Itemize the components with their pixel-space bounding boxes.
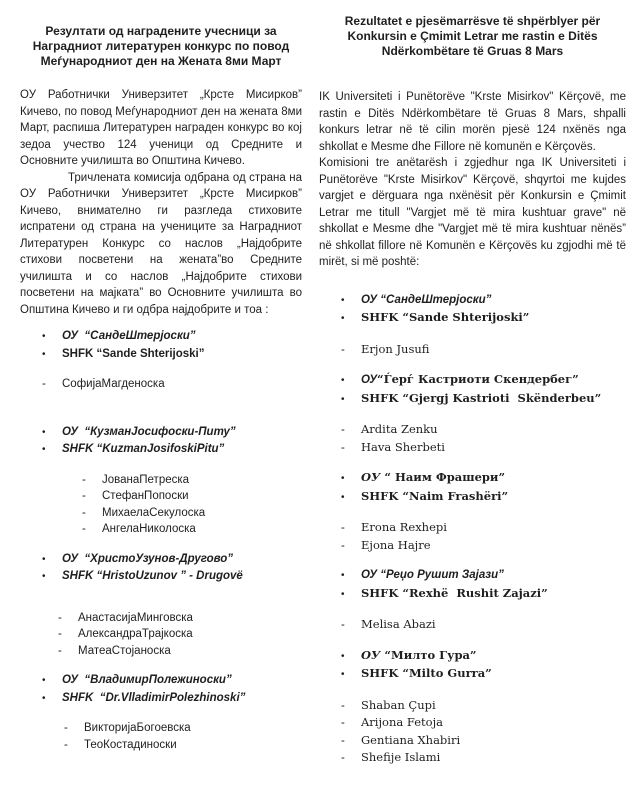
bullet-icon: • bbox=[42, 331, 46, 342]
student-name-label: Ardita Zenku bbox=[361, 422, 438, 436]
bullet-icon: • bbox=[42, 348, 46, 360]
student-list-item bbox=[20, 505, 302, 522]
left-paragraph-2: Тричлената комисија одбрана од страна на ОУ Работнички Универзитет „Крсте Мисирков” Кичево, внимателно ги разгледа стиховите испратени од страна на учениците за Наградниот Литературен Конкурс со наслов „Најдобрите стихови посветени на жената”во Средните училишта и со наслов „Најдобрите стихови посветени на мајката” во Основните училишта во Општина Кичево и ги одбра најдобрите и тоа : bbox=[20, 171, 302, 316]
student-list-item bbox=[319, 421, 626, 439]
school-list-item bbox=[20, 346, 302, 364]
dash-icon: - bbox=[341, 424, 345, 436]
school-name-label: “ Наим Фрашери” bbox=[384, 470, 506, 484]
student-name-label: АнгелаНиколоска bbox=[102, 523, 196, 535]
school-name-label: SHFK “Milto Gurra” bbox=[361, 666, 492, 680]
bullet-icon: • bbox=[42, 692, 46, 704]
left-column-macedonian bbox=[20, 0, 302, 753]
school-list-item bbox=[319, 488, 626, 507]
bullet-icon: • bbox=[341, 375, 345, 386]
bullet-icon: • bbox=[42, 675, 46, 686]
student-name-label: МатеаСтојаноска bbox=[78, 644, 171, 657]
student-name-label: Melisa Abazi bbox=[361, 617, 436, 631]
student-name-label: Erona Rexhepi bbox=[361, 520, 447, 534]
bullet-icon: • bbox=[341, 294, 345, 306]
dash-icon: - bbox=[82, 473, 86, 486]
dash-icon: - bbox=[82, 523, 86, 535]
school-name-label: SHFK “KuzmanJosifoskiPitu” bbox=[62, 443, 225, 455]
student-name-label: МихаелаСекулоска bbox=[102, 506, 206, 519]
student-name-label: СофијаМагденоска bbox=[62, 378, 165, 390]
bullet-icon: • bbox=[42, 571, 46, 582]
dash-icon: - bbox=[58, 628, 62, 640]
school-list-item bbox=[319, 390, 626, 409]
school-name-label: “Милто Гура” bbox=[384, 647, 477, 662]
school-name-label: SHFK “Dr.VlladimirPolezhinoski” bbox=[62, 691, 246, 704]
dash-icon: - bbox=[42, 378, 46, 390]
student-list-item bbox=[20, 643, 302, 660]
student-name-label: Ejona Hajre bbox=[361, 537, 431, 552]
student-list-item bbox=[20, 737, 302, 754]
dash-icon: - bbox=[82, 506, 86, 519]
left-award-list bbox=[20, 328, 302, 753]
student-list-item bbox=[319, 732, 626, 750]
bullet-icon: • bbox=[341, 491, 345, 503]
student-list-item bbox=[319, 714, 626, 732]
school-name-prefix: ОУ bbox=[361, 374, 378, 386]
bullet-icon: • bbox=[341, 570, 345, 581]
school-list-item bbox=[20, 672, 302, 690]
student-name-label: Erjon Jusufi bbox=[361, 341, 430, 356]
school-name-label: SHFK “Gjergj Kastrioti Skënderbeu” bbox=[361, 390, 602, 405]
student-name-label: Arijona Fetoja bbox=[361, 715, 444, 729]
right-paragraph-1: IK Universiteti i Punëtorëve "Krste Misirkov" Kërçovë, me rastin e Ditës Ndërkombëtare të Gruas 8 Mars, shpalli konkurs letrar në të cilin morën pjesë 124 nxënës nga shkollat e Mesme dhe Fillore në komunën e Kërçovës. bbox=[319, 91, 626, 153]
dash-icon: - bbox=[341, 343, 345, 356]
school-name-prefix: ОУ bbox=[361, 647, 385, 662]
student-name-label: Shefije Islami bbox=[361, 750, 441, 764]
bullet-icon: • bbox=[42, 426, 46, 438]
school-name-label: SHFK “Naim Frashëri” bbox=[361, 488, 509, 503]
student-name-label: Gentiana Xhabiri bbox=[361, 732, 461, 747]
bullet-icon: • bbox=[341, 313, 345, 324]
dash-icon: - bbox=[341, 699, 345, 712]
school-name-label: ОУ “Реџо Рушит Зајази” bbox=[361, 569, 504, 581]
dash-icon: - bbox=[341, 734, 345, 747]
school-name-label: SHFK “Sande Shterijoski” bbox=[62, 347, 205, 360]
student-list-item bbox=[319, 697, 626, 715]
student-list-item bbox=[319, 439, 626, 457]
student-name-label: АлександраТрајкоска bbox=[78, 628, 193, 640]
dash-icon: - bbox=[341, 441, 345, 454]
bullet-icon: • bbox=[341, 588, 345, 600]
bullet-icon: • bbox=[42, 444, 46, 455]
student-name-label: СтефанПопоски bbox=[102, 490, 189, 502]
school-list-item bbox=[319, 309, 626, 328]
school-list-item bbox=[319, 647, 626, 666]
dash-icon: - bbox=[341, 619, 345, 631]
student-list-item bbox=[319, 537, 626, 555]
school-list-item bbox=[319, 469, 626, 488]
school-list-item bbox=[319, 585, 626, 604]
school-list-item bbox=[20, 551, 302, 569]
school-name-label: SHFK “Sande Shterijoski” bbox=[361, 310, 530, 324]
dash-icon: - bbox=[82, 490, 86, 502]
right-column-albanian bbox=[319, 0, 626, 767]
student-name-label: ЈованаПетреска bbox=[102, 473, 190, 486]
school-name-prefix: ОУ bbox=[361, 470, 385, 484]
bullet-icon: • bbox=[341, 473, 345, 484]
dash-icon: - bbox=[341, 539, 345, 552]
bullet-icon: • bbox=[341, 393, 345, 405]
dash-icon: - bbox=[64, 738, 68, 751]
school-list-item bbox=[20, 441, 302, 459]
school-list-item bbox=[20, 690, 302, 708]
school-list-item bbox=[319, 665, 626, 684]
school-list-item bbox=[319, 567, 626, 585]
student-list-item bbox=[319, 519, 626, 537]
school-list-item bbox=[319, 292, 626, 310]
student-name-label: ТеоКостадиноски bbox=[84, 738, 177, 751]
student-name-label: Hava Sherbeti bbox=[361, 439, 445, 454]
right-award-list bbox=[319, 292, 626, 767]
school-list-item bbox=[319, 371, 626, 390]
dash-icon: - bbox=[64, 722, 68, 734]
student-list-item bbox=[20, 626, 302, 643]
bullet-icon: • bbox=[341, 650, 345, 662]
student-name-label: ВикторијаБогоевска bbox=[84, 722, 191, 734]
student-list-item bbox=[20, 376, 302, 393]
student-name-label: Shaban Çupi bbox=[361, 697, 436, 712]
school-name-label: “Ѓерѓ Кастриоти Скендербег” bbox=[377, 372, 579, 386]
student-name-label: АнастасијаМинговска bbox=[78, 611, 193, 624]
bullet-icon: • bbox=[341, 669, 345, 680]
left-title: Резултати од наградените учесници за Наградниот литературен конкурс по повод Меѓународниот ден на Жената 8ми Март bbox=[32, 24, 290, 68]
left-paragraph-1: ОУ Работнички Универзитет „Крсте Мисирков” Кичево, по повод Меѓународниот ден на жената 8ми Март, распиша Литературен награден конкурс во кој зедоа учество 124 ученици од Средните и Основните училишта во Општина Кичево. bbox=[20, 89, 302, 167]
student-list-item bbox=[319, 749, 626, 767]
student-list-item bbox=[319, 616, 626, 634]
school-name-label: ОУ “ХристоУзунов-Другово” bbox=[62, 552, 234, 565]
school-name-label: ОУ “СандеШтерјоски” bbox=[62, 330, 196, 342]
dash-icon: - bbox=[341, 522, 345, 534]
school-list-item bbox=[20, 328, 302, 346]
school-name-label: ОУ “ВладимирПолежиноски” bbox=[62, 674, 232, 686]
dash-icon: - bbox=[341, 752, 345, 764]
student-list-item bbox=[20, 521, 302, 538]
student-list-item bbox=[20, 488, 302, 505]
dash-icon: - bbox=[58, 644, 62, 657]
right-paragraph-2: Komisioni tre anëtarësh i zgjedhur nga IK Universiteti i Punëtorëve "Krste Misirkov" Kërçovë, shqyrtoi me kujdes vargjet e dërguara nga nxënësit për Konkursin e Çmimit Letrar me titull "Vargjet më të mira kushtuar grave" në shkollat e Mesme dhe "Vargjet më të mira kushtuar nënës” në shkollat fillore në Komunën e Kërçovës ku zgjodhi më të mirët, si më poshtë: bbox=[319, 157, 626, 268]
bullet-icon: • bbox=[42, 553, 46, 565]
dash-icon: - bbox=[341, 717, 345, 729]
school-list-item bbox=[20, 424, 302, 442]
school-name-label: SHFK “Rexhë Rushit Zajazi” bbox=[361, 585, 548, 600]
student-list-item bbox=[319, 341, 626, 359]
student-list-item bbox=[20, 610, 302, 627]
school-list-item bbox=[20, 568, 302, 586]
school-name-label: SHFK “HristoUzunov ” - Drugovë bbox=[62, 570, 243, 582]
school-name-label: ОУ “СандеШтерјоски” bbox=[361, 293, 492, 306]
school-name-label: ОУ “КузманЈосифоски-Питу” bbox=[62, 425, 236, 438]
student-list-item bbox=[20, 472, 302, 489]
dash-icon: - bbox=[58, 611, 62, 624]
student-list-item bbox=[20, 720, 302, 737]
right-title: Rezultatet e pjesëmarrësve të shpërblyer për Konkursin e Çmimit Letrar me rastin e Ditës Ndërkombëtare të Gruas 8 Mars bbox=[344, 14, 601, 58]
